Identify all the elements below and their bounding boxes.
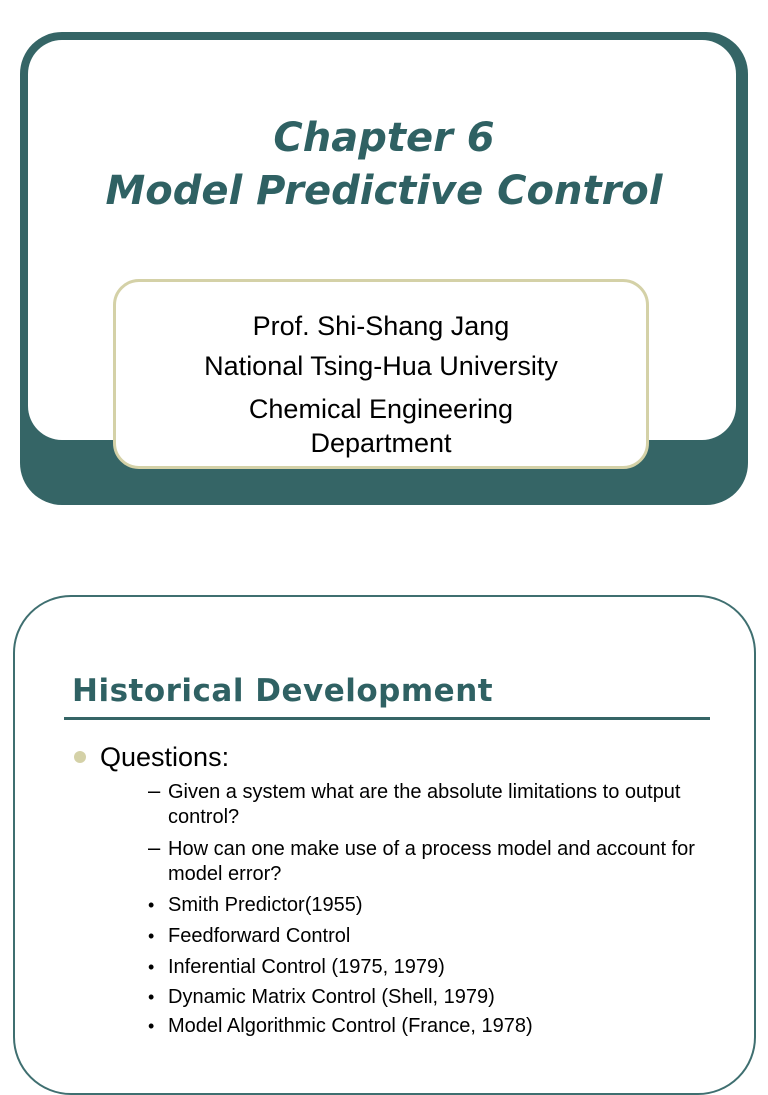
bullet-icon: •	[148, 1016, 155, 1036]
list-item-text: Inferential Control (1975, 1979)	[168, 956, 445, 978]
list-item-text: How can one make use of a process model and account for model error?	[168, 838, 695, 885]
list-item-text: Feedforward Control	[168, 925, 351, 947]
list-item	[148, 985, 708, 1010]
list-item-text: Model Algorithmic Control (France, 1978)	[168, 1015, 533, 1037]
title-line-1: Chapter 6	[273, 115, 495, 161]
list-item	[148, 837, 708, 887]
list-item	[148, 924, 708, 949]
title-underline	[64, 717, 710, 720]
main-bullet	[74, 740, 229, 774]
list-item-text: Given a system what are the absolute limitations to output control?	[168, 781, 681, 828]
bullet-icon: •	[148, 987, 155, 1007]
author-name: Prof. Shi-Shang Jang	[252, 311, 510, 341]
bullet-icon: •	[148, 895, 155, 915]
bullet-dot-icon	[74, 751, 86, 763]
list-item	[148, 955, 708, 980]
list-item	[148, 893, 708, 918]
author-university: National Tsing-Hua University	[204, 351, 558, 381]
dash-icon: –	[148, 835, 161, 860]
slide-1-title	[28, 112, 740, 218]
list-item	[148, 780, 708, 830]
author-department-line-2: Department	[310, 428, 452, 458]
dash-icon: –	[148, 778, 161, 803]
author-box	[113, 279, 649, 469]
bullet-icon: •	[148, 957, 155, 977]
list-item-text: Dynamic Matrix Control (Shell, 1979)	[168, 986, 495, 1008]
slide-2-title: Historical Development	[72, 673, 494, 709]
title-line-2: Model Predictive Control	[105, 168, 663, 214]
bullet-icon: •	[148, 926, 155, 946]
list-item-text: Smith Predictor(1955)	[168, 894, 363, 916]
list-item	[148, 1014, 708, 1039]
main-bullet-text: Questions:	[100, 742, 230, 772]
author-department-line-1: Chemical Engineering	[248, 394, 514, 424]
